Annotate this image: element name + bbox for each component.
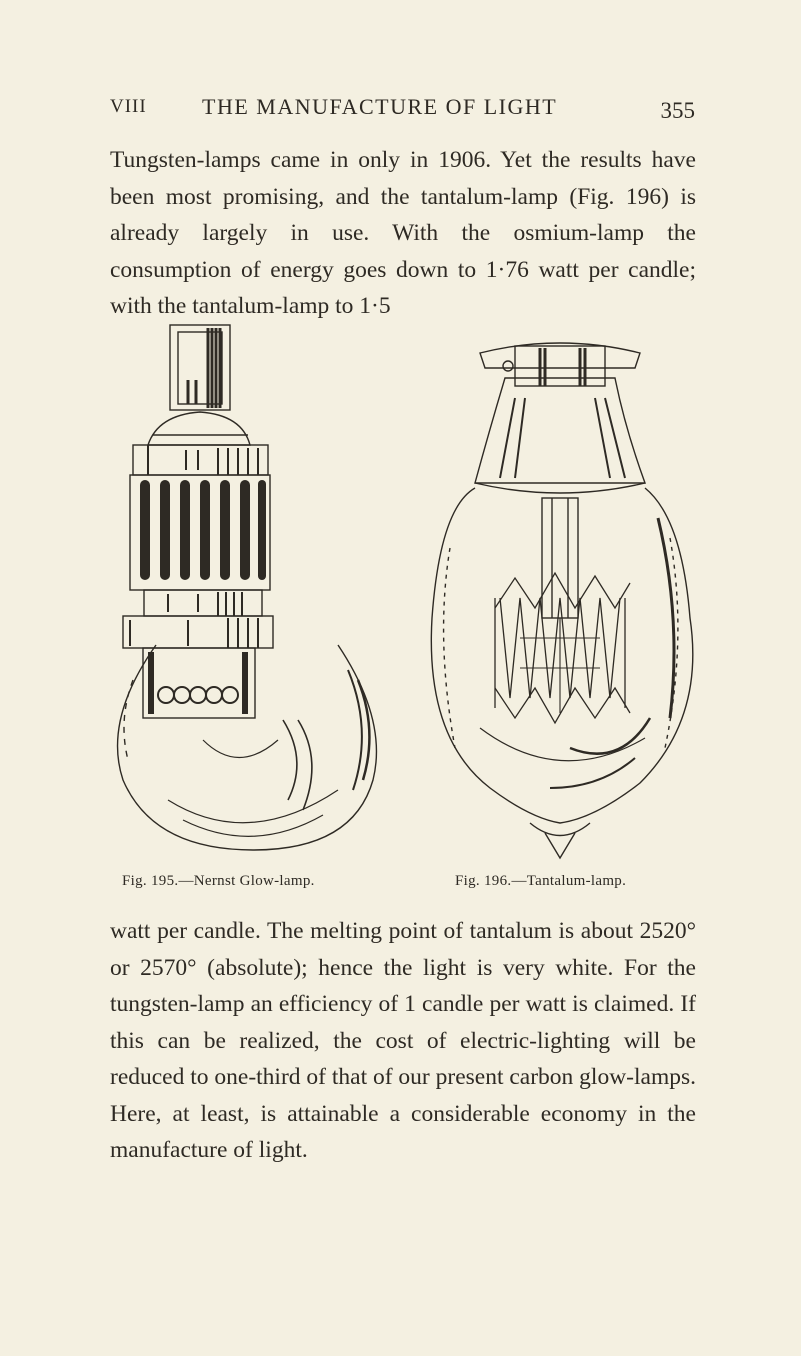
nernst-lamp-illustration xyxy=(108,320,388,860)
tantalum-lamp-illustration xyxy=(420,318,700,863)
running-head xyxy=(110,96,695,130)
paragraph-bottom: watt per candle. The melting point of tantalum is about 2520° or 2570° (absolute); hence the light is very white. For the tungsten-lamp an efficiency of 1 candle per watt is claimed. If this can be realized, the cost of electric-lighting will be reduced to one-third of that of our present carbon glow-lamps. Here, at least, is attainable a considerable economy in the manufacture of light. xyxy=(110,918,697,1163)
figure-195-caption: Fig. 195.—Nernst Glow-lamp. xyxy=(122,873,315,889)
page-number: 355 xyxy=(660,98,695,123)
chapter-number: VIII xyxy=(110,96,147,117)
running-title: THE MANUFACTURE OF LIGHT xyxy=(202,94,558,119)
paragraph-top: Tungsten-lamps came in only in 1906. Yet the results have been most promising, and the tantalum-lamp (Fig. 196) is already largely in use. With the osmium-lamp the consumption of energy goes down to 1·76 watt per candle; with the tantalum-lamp to 1·5 xyxy=(110,147,696,319)
figure-196-caption: Fig. 196.—Tantalum-lamp. xyxy=(455,873,627,889)
